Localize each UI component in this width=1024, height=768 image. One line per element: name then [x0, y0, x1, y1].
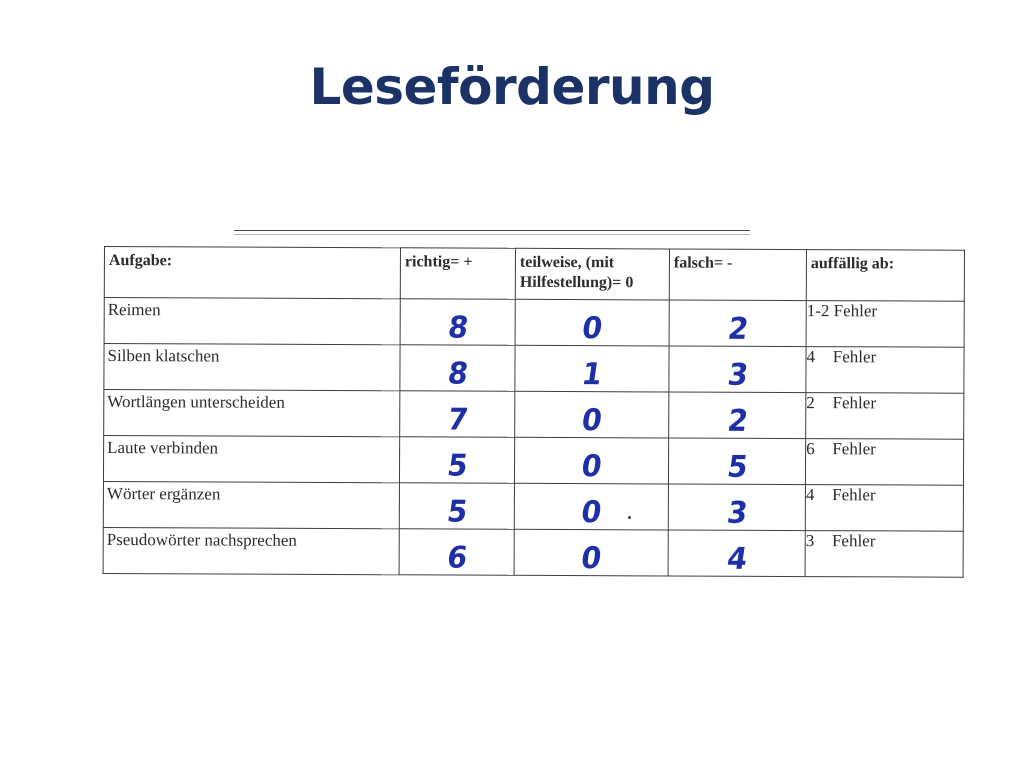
threshold-count: 4 — [806, 347, 816, 367]
score-wrong: 3 — [724, 495, 750, 531]
scan-top-rule-shadow — [234, 234, 750, 235]
screening-score-table — [103, 246, 965, 578]
task-name: Silben klatschen — [107, 346, 220, 366]
threshold-count: 2 — [806, 393, 815, 413]
threshold-count: 3 — [805, 531, 815, 551]
threshold-unit: Fehler — [832, 439, 876, 459]
threshold-unit: Fehler — [832, 485, 876, 505]
score-correct: 8 — [445, 310, 471, 346]
header-partial: teilweise, (mit Hilfestellung)= 0 — [515, 248, 669, 300]
threshold-unit: Fehler — [832, 393, 877, 413]
threshold-unit: Fehler — [833, 301, 878, 321]
table-row — [103, 527, 963, 577]
score-wrong: 4 — [724, 541, 750, 577]
score-correct: 5 — [444, 494, 470, 530]
table-header-row — [104, 247, 964, 302]
threshold-count: 6 — [806, 439, 815, 459]
task-name: Reimen — [107, 300, 161, 320]
score-wrong: 5 — [724, 449, 750, 485]
table-row — [104, 390, 964, 440]
threshold-unit: Fehler — [831, 531, 876, 551]
threshold-count: 1-2 — [806, 301, 830, 321]
scan-speck — [628, 516, 631, 519]
score-partial: 0 — [578, 495, 604, 531]
score-correct: 8 — [445, 356, 470, 392]
table-row — [104, 298, 964, 348]
slide-title: Leseförderung — [309, 58, 715, 116]
task-name: Wörter ergänzen — [106, 484, 221, 504]
score-wrong: 2 — [725, 311, 751, 347]
task-name: Pseudowörter nachsprechen — [106, 530, 298, 550]
score-partial: 0 — [579, 449, 605, 485]
header-task: Aufgabe: — [104, 247, 400, 299]
table-row — [103, 436, 963, 486]
score-partial: 0 — [579, 311, 605, 347]
score-wrong: 2 — [724, 403, 750, 439]
score-wrong: 3 — [725, 357, 750, 393]
score-correct: 6 — [444, 540, 470, 576]
score-partial: 0 — [578, 541, 604, 577]
score-correct: 7 — [444, 402, 470, 438]
header-wrong: falsch= - — [669, 249, 806, 301]
task-name: Wortlängen unterscheiden — [107, 392, 285, 412]
table-row — [104, 344, 964, 394]
threshold-unit: Fehler — [832, 347, 877, 367]
table-row — [103, 481, 963, 531]
scan-top-rule — [234, 230, 750, 231]
score-correct: 5 — [444, 448, 470, 484]
header-threshold: auffällig ab: — [806, 250, 964, 302]
header-correct: richtig= + — [400, 248, 515, 300]
score-partial: 1 — [579, 357, 605, 393]
task-name: Laute verbinden — [107, 438, 219, 458]
threshold-count: 4 — [805, 485, 815, 505]
score-partial: 0 — [579, 403, 605, 439]
